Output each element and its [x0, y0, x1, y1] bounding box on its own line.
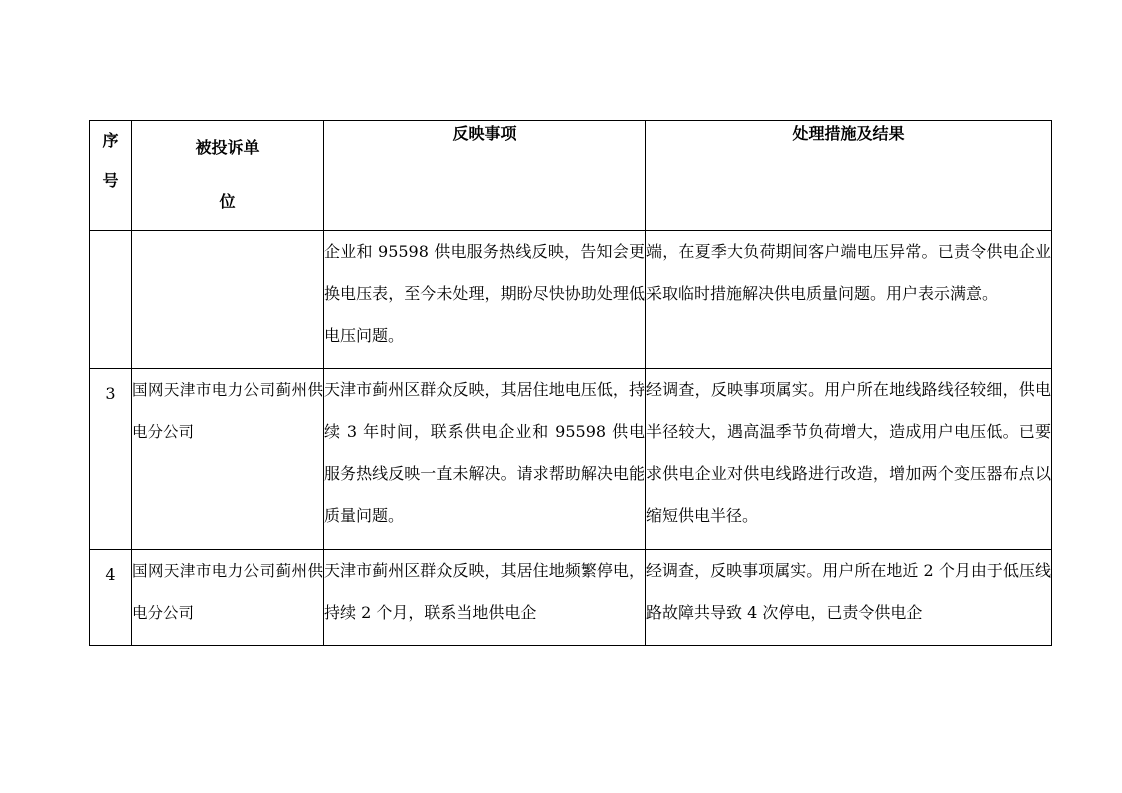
header-unit: 被投诉单位: [132, 121, 324, 231]
cell-issue: 天津市蓟州区群众反映，其居住地频繁停电，持续 2 个月，联系当地供电企: [324, 550, 646, 646]
table-row: [90, 550, 1052, 646]
cell-issue: 天津市蓟州区群众反映，其居住地电压低，持续 3 年时间，联系供电企业和 95598 供电服务热线反映一直未解决。请求帮助解决电能质量问题。: [324, 369, 646, 550]
cell-result: 经调查，反映事项属实。用户所在地近 2 个月由于低压线路故障共导致 4 次停电，已责令供电企: [646, 550, 1052, 646]
table-row: [90, 231, 1052, 369]
cell-seq: 4: [90, 550, 132, 646]
cell-unit: 国网天津市电力公司蓟州供电分公司: [132, 369, 324, 550]
cell-issue: 企业和 95598 供电服务热线反映，告知会更换电压表，至今未处理，期盼尽快协助处理低电压问题。: [324, 231, 646, 369]
header-issue: 反映事项: [324, 121, 646, 231]
cell-result: 端，在夏季大负荷期间客户端电压异常。已责令供电企业采取临时措施解决供电质量问题。用户表示满意。: [646, 231, 1052, 369]
complaints-table: [89, 120, 1052, 646]
cell-seq: [90, 231, 132, 369]
cell-unit: 国网天津市电力公司蓟州供电分公司: [132, 550, 324, 646]
table-row: [90, 369, 1052, 550]
header-result: 处理措施及结果: [646, 121, 1052, 231]
table-header-row: [90, 121, 1052, 231]
cell-unit: [132, 231, 324, 369]
cell-result: 经调查，反映事项属实。用户所在地线路线径较细，供电半径较大，遇高温季节负荷增大，造成用户电压低。已要求供电企业对供电线路进行改造，增加两个变压器布点以缩短供电半径。: [646, 369, 1052, 550]
header-seq: 序号: [90, 121, 132, 231]
cell-seq: 3: [90, 369, 132, 550]
